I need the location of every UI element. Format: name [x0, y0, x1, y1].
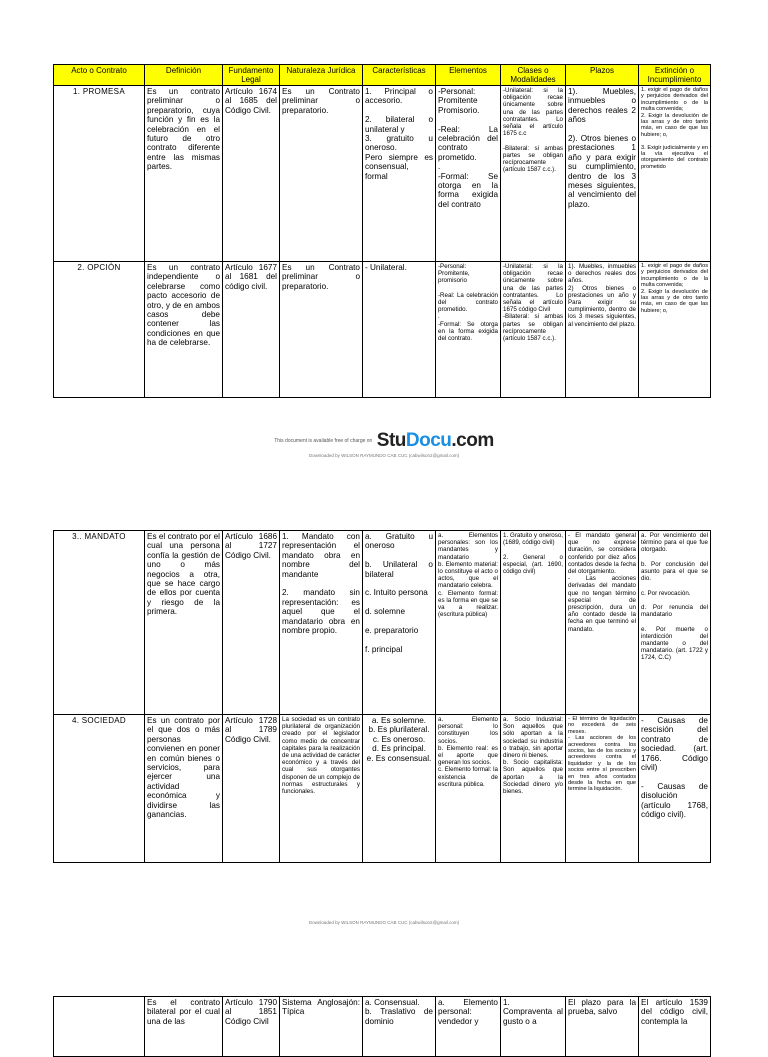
- cell-extincion: El artículo 1539 del código civil, contempla la: [639, 997, 711, 1057]
- table-row: [54, 262, 711, 398]
- cell-naturaleza: La sociedad es un contrato plurilateral de organización creado por el legislador como medio de concentrar capitales para la realización de una actividad de carácter económico y a través del cual sus otorgantes disponen de un complejo de normas estructurales y funcionales.: [280, 715, 363, 863]
- act-name: 1. PROMESA: [54, 86, 145, 262]
- cell-plazos: 1). Muebles, inmuebles o derechos reales dos años. 2) Otros bienes o prestaciones un año y Para exigir su cumplimiento, dentro de los 3 meses siguientes, al vencimiento del plazo.: [566, 262, 639, 398]
- cell-clases: 1. Compraventa al gusto o a: [501, 997, 566, 1057]
- cell-definicion: Es un contrato independiente o celebrarse como pacto accesorio de otro, y de en ambos casos debe contener las condiciones en que ha de celebrarse.: [145, 262, 223, 398]
- act-name: 3.. MANDATO: [54, 531, 145, 715]
- contracts-table-page-3: [53, 996, 711, 1057]
- header-acto: Acto o Contrato: [54, 65, 145, 86]
- cell-extincion: 1. exigir el pago de daños y perjuicios derivados del incumplimiento o de la multa convenida; 2. Exigir la devolución de las arras y de otro tanto más, en caso de que las hubiere; o,: [639, 262, 711, 398]
- cell-elementos: a. Elementos personales: son los mandantes y mandatario b. Elemento material: lo constituye el acto o actos, que el mandatario celebra. c. Elemento formal: es la forma en que se va a realizar. (escritura pública): [436, 531, 501, 715]
- cell-caracteristicas: a. Gratuito u oneroso b. Unilateral o bilateral c. Intuito persona d. solemne e. preparatorio f. principal: [363, 531, 436, 715]
- cell-naturaleza: Es un Contrato preliminar o preparatorio.: [280, 86, 363, 262]
- cell-naturaleza: Sistema Anglosajón: Típica: [280, 997, 363, 1057]
- cell-clases: -Unilateral: si la obligación recae únicamente sobre una de las partes contratantes. Lo señala el artículo 1675 c.c -Bilateral: si ambas partes se obligan recíprocamente (artículo 1587 c.c.).: [501, 86, 566, 262]
- header-caracteristicas: Características: [363, 65, 436, 86]
- table-row: [54, 715, 711, 863]
- table-row: [54, 997, 711, 1057]
- header-definicion: Definición: [145, 65, 223, 86]
- act-name: 4. SOCIEDAD: [54, 715, 145, 863]
- cell-definicion: Es un contrato por el que dos o más personas convienen en poner en común bienes o servicios, para ejercer una actividad económica y dividirse las ganancias.: [145, 715, 223, 863]
- cell-caracteristicas: a. Consensual. b. Traslativo de dominio: [363, 997, 436, 1057]
- studocu-logo[interactable]: StuDocu.com: [376, 430, 494, 451]
- downloaded-by-2: Downloaded by WILSON RAYMUNDO CAB CUC (cabwilson2@gmail.com): [308, 920, 460, 925]
- cell-clases: -Unilateral: si la obligación recae únicamente sobre una de las partes contratantes. Lo señala el artículo 1675 código Civil -Bilateral: si ambas partes se obligan recíprocamente (artículo 1587 c.c.).: [501, 262, 566, 398]
- table-header-row: [54, 65, 711, 86]
- header-extincion: Extinción o Incumplimiento: [639, 65, 711, 86]
- cell-caracteristicas: 1. Principal o accesorio. 2. bilateral o unilateral y 3. gratuito u oneroso. Pero siempre es consensual, formal: [363, 86, 436, 262]
- contracts-table-page-1: [53, 64, 711, 398]
- downloaded-by-1: Downloaded by WILSON RAYMUNDO CAB CUC (cabwilson2@gmail.com): [308, 453, 460, 458]
- cell-elementos: -Personal: Promitente Promisorio. -Real: La celebración del contrato prometido. . -Formal: Se otorga en la forma exigida del contrato: [436, 86, 501, 262]
- header-fundamento: Fundamento Legal: [223, 65, 280, 86]
- header-clases: Clases o Modalidades: [501, 65, 566, 86]
- cell-caracteristicas: a. Es solemne. b. Es plurilateral. c. Es oneroso. d. Es principal. e. Es consensual.: [363, 715, 436, 863]
- cell-fundamento: Artículo 1790 al 1851 Código Civil: [223, 997, 280, 1057]
- cell-definicion: Es el contrato bilateral por el cual una de las: [145, 997, 223, 1057]
- header-plazos: Plazos: [566, 65, 639, 86]
- cell-elementos: a. Elemento personal: lo constituyen los socios. b. Elemento real: es el aporte que generan los socios. c. Elemento formal: la existencia de escritura pública.: [436, 715, 501, 863]
- available-text: This document is available free of charge on: [274, 438, 373, 444]
- cell-clases: a. Socio Industrial: Son aquellos que sólo aportan a la sociedad su industria o trabajo, sin aportar dinero ni bienes. b. Socio capitalista: Son aquellos que aportan a la Sociedad dinero y/o bienes.: [501, 715, 566, 863]
- cell-plazos: - El término de liquidación no excederá de seis meses. - Las acciones de los acreedores contra los socios, las de los socios y acreedores contra el liquidador y la de los socios entre sí prescriben en tres años contados desde la fecha en que termine la liquidación.: [566, 715, 639, 863]
- cell-fundamento: Artículo 1674 al 1685 del Código Civil.: [223, 86, 280, 262]
- cell-caracteristicas: - Unilateral.: [363, 262, 436, 398]
- cell-naturaleza: 1. Mandato con representación el mandato obra en nombre del mandante 2. mandato sin representación: es aquel que el mandatario obra en nombre propio.: [280, 531, 363, 715]
- cell-definicion: Es el contrato por el cual una persona confía la gestión de uno o más negocios a otra, que se hace cargo de ellos por cuenta y riesgo de la primera.: [145, 531, 223, 715]
- act-name: [54, 997, 145, 1057]
- cell-fundamento: Artículo 1686 al 1727 Código Civil.: [223, 531, 280, 715]
- cell-definicion: Es un contrato preliminar o preparatorio, cuya función y fin es la celebración en el futuro de otro contrato diferente entre las mismas partes.: [145, 86, 223, 262]
- table-row: [54, 531, 711, 715]
- studocu-banner: [0, 430, 768, 452]
- cell-elementos: a. Elemento personal: vendedor y: [436, 997, 501, 1057]
- cell-clases: 1. Gratuito y oneroso, (1689, código civil) 2. General o especial, (art. 1690, código civil): [501, 531, 566, 715]
- table-row: [54, 86, 711, 262]
- header-naturaleza: Naturaleza Jurídica: [280, 65, 363, 86]
- cell-extincion: 1. exigir el pago de daños y perjuicios derivados del incumplimiento o de la multa convenida; 2. Exigir la devolución de las arras y de otro tanto más, en caso de que las hubiere; o, 3. Exigir judicialmente y en la vía ejecutiva el otorgamiento del contrato prometido: [639, 86, 711, 262]
- cell-fundamento: Artículo 1728 al 1789 Código Civil.: [223, 715, 280, 863]
- cell-extincion: a. Por vencimiento del término para el que fue otorgado. b. Por conclusión del asunto para el que se dio. c. Por revocación. d. Por renuncia del mandatario e. Por muerte o interdicción del mandante o del mandatario. (art. 1722 y 1724, C.C): [639, 531, 711, 715]
- cell-extincion: - Causas de rescisión del contrato de sociedad. (art. 1766. Código civil) - Causas de disolución (artículo 1768, código civil).: [639, 715, 711, 863]
- act-name: 2. OPCIÓN: [54, 262, 145, 398]
- cell-elementos: -Personal: Promitente, promisorio -Real: La celebración del contrato prometido. . -Formal: Se otorga en la forma exigida del contrato.: [436, 262, 501, 398]
- contracts-table-page-2: [53, 530, 711, 863]
- cell-naturaleza: Es un Contrato preliminar o preparatorio.: [280, 262, 363, 398]
- cell-plazos: 1). Muebles, inmuebles o derechos reales 2 años 2). Otros bienes o prestaciones 1 año y para exigir su cumplimiento, dentro de los 3 meses siguientes, al vencimiento del plazo.: [566, 86, 639, 262]
- cell-plazos: - El mandato general que no exprese duración, se considera conferido por diez años contados desde la fecha del otorgamiento. - Las acciones derivadas del mandato que no tengan término especial de prescripción, dura un año contado desde la fecha en que terminó el mandato.: [566, 531, 639, 715]
- cell-plazos: El plazo para la prueba, salvo: [566, 997, 639, 1057]
- header-elementos: Elementos: [436, 65, 501, 86]
- cell-fundamento: Artículo 1677 al 1681 del código civil.: [223, 262, 280, 398]
